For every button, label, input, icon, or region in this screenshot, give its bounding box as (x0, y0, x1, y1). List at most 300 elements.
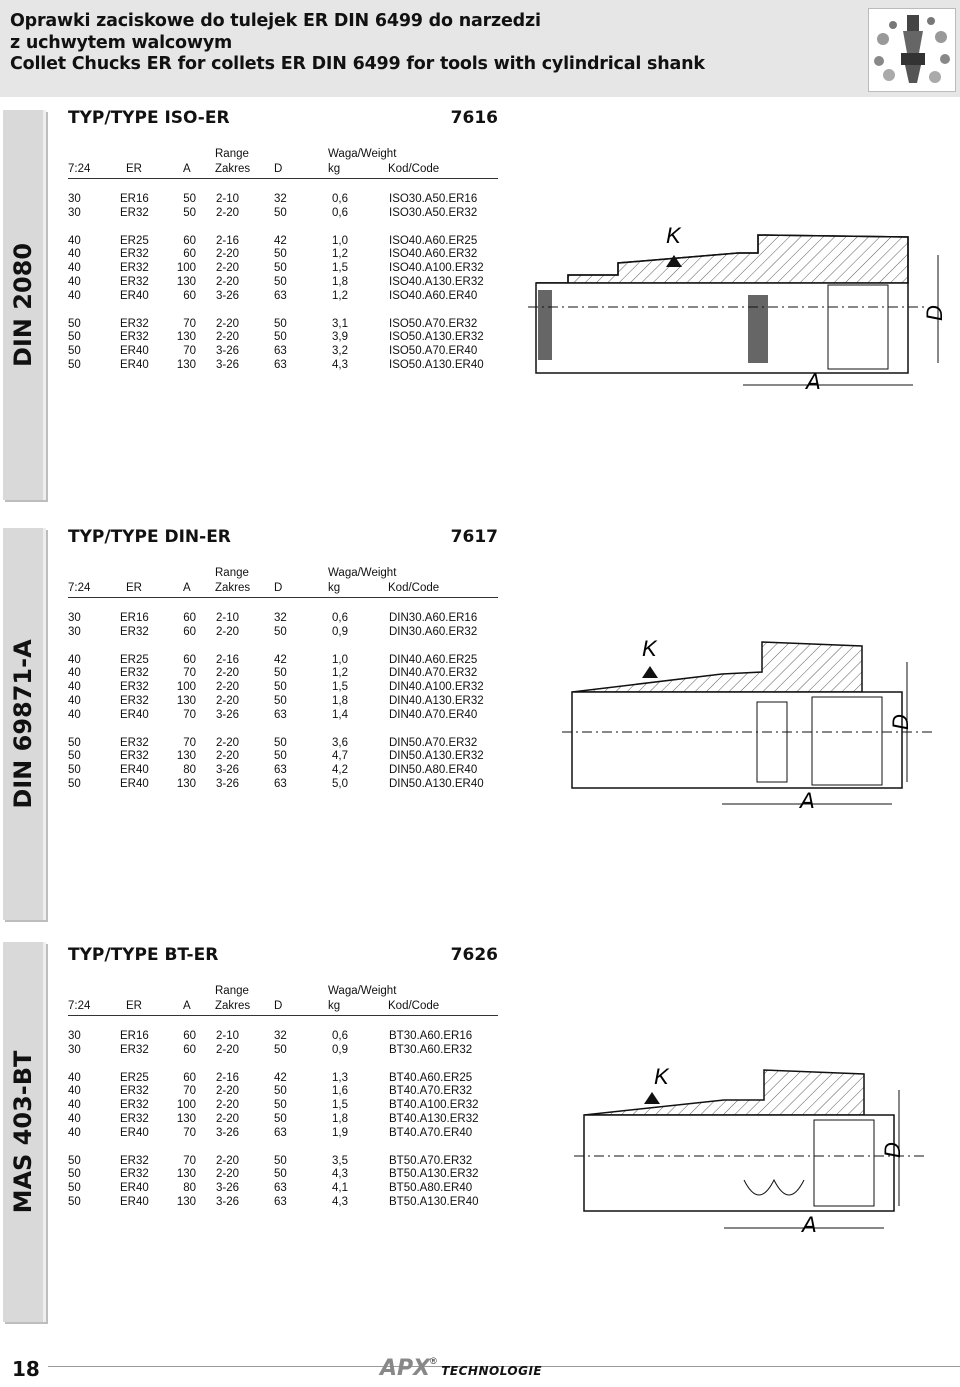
column-header: D (274, 582, 283, 594)
table-cell: 100 (176, 681, 196, 694)
table-cell: 50 (274, 625, 287, 638)
header-title (10, 11, 705, 76)
table-cell: 50 (274, 1099, 287, 1112)
column-header: D (274, 163, 283, 175)
table-cell: 3-26 (216, 289, 240, 302)
column-header: Range (215, 985, 249, 997)
table-row (68, 750, 498, 764)
table-cell: 2-10 (216, 1030, 240, 1042)
table-cell: 2-20 (216, 667, 240, 680)
table-cell: 2-20 (216, 681, 240, 694)
table-cell: 3-26 (216, 1196, 240, 1208)
table-cell: ISO40.A130.ER32 (389, 276, 484, 288)
table-cell: 2-20 (216, 1043, 240, 1056)
table-cell: BT40.A130.ER32 (389, 1113, 479, 1125)
table-cell: 32 (274, 612, 287, 624)
table-cell: ER32 (120, 1085, 149, 1098)
section-iso-er (68, 108, 498, 388)
column-header: 7:24 (68, 582, 91, 594)
table-cell: 3-26 (216, 345, 240, 358)
table-cell: DIN40.A70.ER40 (389, 708, 478, 721)
table-cell: 32 (274, 193, 287, 205)
table-cell: 130 (176, 1168, 196, 1181)
table-cell: 60 (183, 1071, 196, 1084)
table-cell: 50 (68, 1196, 81, 1208)
page-header (0, 0, 960, 97)
table-cell: DIN30.A60.ER32 (389, 625, 478, 638)
table-row (68, 248, 498, 262)
table-cell: 40 (68, 1126, 81, 1139)
table-cell: 4,1 (332, 1182, 348, 1195)
column-header: A (183, 163, 191, 175)
table-cell: ER25 (120, 1071, 149, 1084)
table-row (68, 1044, 498, 1058)
table-cell: 1,5 (332, 262, 348, 275)
table-cell: 3-26 (216, 778, 240, 790)
brand-technologie: TECHNOLOGIE (441, 1364, 543, 1378)
table-cell: 2-10 (216, 193, 240, 205)
table-cell: 70 (183, 345, 196, 358)
table-cell: 50 (274, 695, 287, 707)
table-cell: DIN40.A130.ER32 (389, 695, 484, 707)
column-header: Kod/Code (388, 163, 440, 175)
table-cell: 130 (176, 1196, 196, 1208)
label-a: A (802, 1212, 817, 1237)
table-cell: 70 (183, 1154, 196, 1167)
column-header: Zakres (215, 163, 251, 175)
table-row (68, 654, 498, 668)
table-cell: ER32 (120, 317, 149, 330)
table-row (68, 667, 498, 681)
table-cell: 60 (183, 1043, 196, 1056)
table-cell: 70 (183, 317, 196, 330)
table-cell: 130 (176, 1113, 196, 1125)
table-cell: 40 (68, 1113, 81, 1125)
table-row (68, 695, 498, 709)
table-cell: DIN50.A80.ER40 (389, 764, 478, 777)
table-cell: 50 (68, 1182, 81, 1195)
table-cell: 70 (183, 708, 196, 721)
table-cell: 30 (68, 193, 81, 205)
table-cell: 5,0 (332, 778, 348, 790)
table-row (68, 276, 498, 290)
table-cell: 42 (274, 234, 287, 247)
table-row (68, 709, 498, 723)
table-cell: 100 (176, 1099, 196, 1112)
table-cell: 60 (183, 234, 196, 247)
table-cell: 4,3 (332, 359, 348, 371)
table-cell: 2-20 (216, 695, 240, 707)
column-header: A (183, 1000, 191, 1012)
table-cell: 2-20 (216, 750, 240, 763)
table-cell: 0,6 (332, 612, 348, 624)
table-cell: 3,5 (332, 1154, 348, 1167)
sidebar-mas-403 (3, 942, 46, 1322)
table-cell: 1,0 (332, 234, 348, 247)
table-cell: 50 (68, 359, 81, 371)
table-cell: 40 (68, 262, 81, 275)
table-cell: 50 (68, 331, 81, 344)
table-cell: 3-26 (216, 1182, 240, 1195)
table-row (68, 1127, 498, 1141)
table-cell: 0,9 (332, 625, 348, 638)
table-cell: ER40 (120, 345, 149, 358)
table-cell: 2-16 (216, 234, 240, 247)
side-label: DIN 69871-A (9, 639, 37, 809)
label-k: K (654, 1064, 669, 1089)
table-cell: 0,9 (332, 1043, 348, 1056)
table-cell: ER25 (120, 234, 149, 247)
column-header: Waga/Weight (328, 567, 397, 579)
table-cell: 2-20 (216, 1099, 240, 1112)
table-cell: 42 (274, 653, 287, 666)
table-cell: 50 (68, 736, 81, 749)
section-title: TYP/TYPE DIN-ER (68, 527, 231, 547)
table-cell: 0,6 (332, 1030, 348, 1042)
table-cell: 50 (274, 681, 287, 694)
table-cell: 50 (274, 276, 287, 288)
section-code: 7626 (450, 945, 498, 965)
diagram-bt-er (574, 1060, 954, 1240)
table-cell: ISO50.A130.ER32 (389, 331, 484, 344)
table-cell: 50 (68, 317, 81, 330)
table-row (68, 207, 498, 221)
table-cell: 2-20 (216, 262, 240, 275)
table-cell: ER32 (120, 262, 149, 275)
table-cell: 63 (274, 778, 287, 790)
diagram-iso-er (528, 215, 948, 395)
column-header: Zakres (215, 582, 251, 594)
table-cell: 63 (274, 764, 287, 777)
table-cell: 1,0 (332, 653, 348, 666)
table-cell: 40 (68, 289, 81, 302)
table-row (68, 1113, 498, 1127)
table-cell: 50 (274, 248, 287, 261)
table-cell: 1,2 (332, 667, 348, 680)
table-cell: BT30.A60.ER32 (389, 1043, 473, 1056)
table-cell: 2-10 (216, 612, 240, 624)
label-a: A (800, 788, 815, 812)
table-cell: 63 (274, 1126, 287, 1139)
table-cell: 130 (176, 359, 196, 371)
side-label: DIN 2080 (9, 242, 37, 368)
table-cell: 100 (176, 262, 196, 275)
header-divider (68, 597, 498, 598)
table-cell: 50 (274, 262, 287, 275)
table-cell: 50 (68, 1154, 81, 1167)
table-row (68, 1155, 498, 1169)
table-cell: 50 (68, 345, 81, 358)
table-cell: 70 (183, 1085, 196, 1098)
table-cell: DIN50.A130.ER40 (389, 778, 484, 790)
table-cell: ISO40.A60.ER40 (389, 289, 478, 302)
table-cell: 40 (68, 695, 81, 707)
table-row (68, 318, 498, 332)
table-row (68, 1196, 498, 1210)
brand-apx: APX (380, 1356, 431, 1381)
table-cell: BT40.A70.ER40 (389, 1126, 473, 1139)
table-cell: 4,3 (332, 1168, 348, 1181)
table-cell: 2-20 (216, 1154, 240, 1167)
table-cell: DIN30.A60.ER16 (389, 612, 478, 624)
label-d: D (922, 305, 947, 321)
column-header: 7:24 (68, 1000, 91, 1012)
table-cell: ISO30.A50.ER32 (389, 206, 478, 219)
table-row (68, 1085, 498, 1099)
table-cell: 3,9 (332, 331, 348, 344)
table-cell: 2-20 (216, 1085, 240, 1098)
page-number: 18 (12, 1357, 40, 1381)
table-cell: 70 (183, 667, 196, 680)
table-cell: 63 (274, 708, 287, 721)
table-cell: ER32 (120, 1154, 149, 1167)
table-cell: 1,4 (332, 708, 348, 721)
table-cell: BT50.A130.ER32 (389, 1168, 479, 1181)
table-cell: 2-20 (216, 625, 240, 638)
table-cell: 40 (68, 248, 81, 261)
table-cell: ER32 (120, 331, 149, 344)
table-cell: 60 (183, 612, 196, 624)
section-bt-er (68, 945, 498, 1225)
column-header: ER (126, 163, 142, 175)
product-photo (868, 8, 956, 92)
table-cell: 50 (274, 206, 287, 219)
table-cell: 50 (68, 1168, 81, 1181)
side-label: MAS 403-BT (9, 1050, 37, 1214)
table-row (68, 681, 498, 695)
table-cell: 3,2 (332, 345, 348, 358)
table-row (68, 262, 498, 276)
table-cell: ISO50.A130.ER40 (389, 359, 484, 371)
table-row (68, 1072, 498, 1086)
table-row (68, 612, 498, 626)
table-cell: 50 (183, 206, 196, 219)
table-cell: 2-20 (216, 248, 240, 261)
table-cell: 4,7 (332, 750, 348, 763)
table-row (68, 778, 498, 792)
table-cell: 60 (183, 1030, 196, 1042)
table-cell: 2-16 (216, 1071, 240, 1084)
table-cell: 50 (68, 764, 81, 777)
table-cell: ER32 (120, 276, 149, 288)
table-cell: ER40 (120, 1182, 149, 1195)
column-header: kg (328, 1000, 341, 1012)
table-cell: 3-26 (216, 1126, 240, 1139)
table-cell: 50 (274, 667, 287, 680)
table-cell: 70 (183, 736, 196, 749)
table-cell: 50 (274, 736, 287, 749)
table-cell: ER32 (120, 1168, 149, 1181)
table-cell: 50 (68, 750, 81, 763)
table-cell: 70 (183, 1126, 196, 1139)
table-cell: 40 (68, 1099, 81, 1112)
table-cell: 3,1 (332, 317, 348, 330)
table-cell: 2-20 (216, 206, 240, 219)
section-code: 7616 (450, 108, 498, 128)
table-cell: 40 (68, 681, 81, 694)
table-cell: 1,2 (332, 289, 348, 302)
table-cell: 80 (183, 764, 196, 777)
table-cell: ER32 (120, 206, 149, 219)
table-cell: 50 (274, 1168, 287, 1181)
table-cell: ISO40.A60.ER32 (389, 248, 478, 261)
title-line-3: Collet Chucks ER for collets ER DIN 6499 for tools with cylindrical shank (10, 54, 705, 74)
table-cell: 32 (274, 1030, 287, 1042)
table-cell: 50 (274, 1043, 287, 1056)
table-cell: ER40 (120, 289, 149, 302)
table-row (68, 1182, 498, 1196)
table-cell: 63 (274, 1182, 287, 1195)
table-cell: 2-20 (216, 331, 240, 344)
table-cell: 40 (68, 708, 81, 721)
table-row (68, 1030, 498, 1044)
table-cell: 3-26 (216, 359, 240, 371)
table-cell: 42 (274, 1071, 287, 1084)
table-cell: 50 (274, 331, 287, 344)
table-cell: 50 (274, 317, 287, 330)
column-header: Range (215, 567, 249, 579)
table-row (68, 331, 498, 345)
column-header: kg (328, 582, 341, 594)
table-cell: ER32 (120, 1099, 149, 1112)
table-cell: 3,6 (332, 736, 348, 749)
table-cell: BT50.A70.ER32 (389, 1154, 473, 1167)
table-cell: 1,5 (332, 1099, 348, 1112)
table-cell: ER40 (120, 764, 149, 777)
table-cell: 50 (183, 193, 196, 205)
table-cell: ER32 (120, 1043, 149, 1056)
title-line-2: z uchwytem walcowym (10, 32, 233, 53)
table-cell: 1,5 (332, 681, 348, 694)
table-cell: 40 (68, 276, 81, 288)
table-cell: 40 (68, 653, 81, 666)
table-row (68, 345, 498, 359)
table-cell: BT40.A70.ER32 (389, 1085, 473, 1098)
table-cell: 130 (176, 276, 196, 288)
table-cell: ISO40.A100.ER32 (389, 262, 484, 275)
table-cell: 63 (274, 289, 287, 302)
table-cell: 30 (68, 625, 81, 638)
table-cell: 50 (274, 1154, 287, 1167)
table-cell: 130 (176, 331, 196, 344)
header-divider (68, 1015, 498, 1016)
table-row (68, 235, 498, 249)
table-cell: 2-20 (216, 736, 240, 749)
header-divider (68, 178, 498, 179)
column-header: ER (126, 582, 142, 594)
table-cell: BT40.A60.ER25 (389, 1071, 473, 1084)
column-header: Waga/Weight (328, 148, 397, 160)
table-cell: 50 (274, 1113, 287, 1125)
table-cell: ER16 (120, 612, 149, 624)
table-cell: BT40.A100.ER32 (389, 1099, 479, 1112)
table-cell: ER40 (120, 1126, 149, 1139)
table-cell: 1,8 (332, 1113, 348, 1125)
table-cell: 0,6 (332, 206, 348, 219)
table-cell: BT50.A130.ER40 (389, 1196, 479, 1208)
column-header: Waga/Weight (328, 985, 397, 997)
table-cell: ISO50.A70.ER32 (389, 317, 478, 330)
table-cell: ER40 (120, 708, 149, 721)
table-row (68, 193, 498, 207)
table-cell: 1,8 (332, 276, 348, 288)
column-header: Kod/Code (388, 582, 440, 594)
column-header: 7:24 (68, 163, 91, 175)
section-title: TYP/TYPE BT-ER (68, 945, 219, 965)
table-cell: 1,6 (332, 1085, 348, 1098)
table-cell: 4,2 (332, 764, 348, 777)
table-row (68, 626, 498, 640)
table-cell: DIN50.A130.ER32 (389, 750, 484, 763)
table-cell: 2-16 (216, 653, 240, 666)
table-cell: 60 (183, 625, 196, 638)
table-cell: DIN40.A70.ER32 (389, 667, 478, 680)
brand-reg: ® (430, 1356, 437, 1366)
table-cell: 30 (68, 1030, 81, 1042)
section-title: TYP/TYPE ISO-ER (68, 108, 230, 128)
table-cell: ER16 (120, 1030, 149, 1042)
table-cell: ER40 (120, 1196, 149, 1208)
table-cell: ISO30.A50.ER16 (389, 193, 478, 205)
table-cell: DIN40.A60.ER25 (389, 653, 478, 666)
table-cell: 130 (176, 695, 196, 707)
table-cell: 30 (68, 1043, 81, 1056)
label-d: D (880, 1142, 905, 1158)
section-code: 7617 (450, 527, 498, 547)
table-row (68, 290, 498, 304)
table-cell: ER32 (120, 695, 149, 707)
table-cell: 2-20 (216, 276, 240, 288)
table-cell: ER32 (120, 681, 149, 694)
table-row (68, 359, 498, 373)
table-cell: 1,8 (332, 695, 348, 707)
table-cell: 40 (68, 1085, 81, 1098)
table-cell: 0,6 (332, 193, 348, 205)
diagram-din-er (562, 632, 952, 812)
table-cell: 63 (274, 345, 287, 358)
table-row (68, 1168, 498, 1182)
table-cell: ISO50.A70.ER40 (389, 345, 478, 358)
column-header: Kod/Code (388, 1000, 440, 1012)
sidebar-din-2080 (3, 110, 46, 500)
label-k: K (642, 636, 657, 661)
table-cell: 63 (274, 1196, 287, 1208)
table-cell: ER40 (120, 359, 149, 371)
table-cell: 40 (68, 667, 81, 680)
column-header: Zakres (215, 1000, 251, 1012)
table-cell: 40 (68, 234, 81, 247)
label-a: A (806, 369, 821, 394)
table-cell: 3-26 (216, 708, 240, 721)
table-cell: BT50.A80.ER40 (389, 1182, 473, 1195)
brand-logo (380, 1356, 542, 1381)
table-cell: 30 (68, 206, 81, 219)
table-cell: 2-20 (216, 317, 240, 330)
table-cell: 50 (68, 778, 81, 790)
table-cell: ER32 (120, 667, 149, 680)
label-d: D (888, 714, 913, 730)
table-cell: DIN40.A100.ER32 (389, 681, 484, 694)
table-cell: 1,9 (332, 1126, 348, 1139)
table-cell: 60 (183, 289, 196, 302)
label-k: K (666, 223, 681, 248)
table-cell: ER25 (120, 653, 149, 666)
table-cell: ISO40.A60.ER25 (389, 234, 478, 247)
table-row (68, 737, 498, 751)
table-cell: 3-26 (216, 764, 240, 777)
section-din-er (68, 527, 498, 807)
table-cell: 60 (183, 653, 196, 666)
